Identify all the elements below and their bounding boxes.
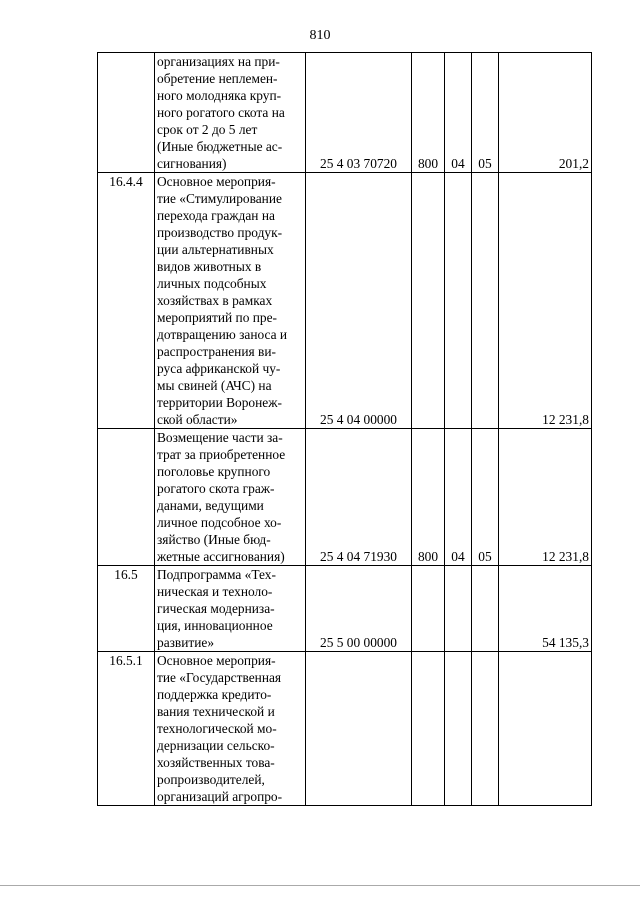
table-row (98, 429, 592, 566)
row-name-line: рогатого скота граж- (157, 481, 275, 496)
row-name-line: Возмещение части за- (157, 430, 283, 445)
row-vr-cell (412, 173, 445, 429)
row-amount-cell: 12 231,8 (499, 173, 592, 429)
row-vr-cell (412, 652, 445, 806)
row-number-cell: 16.5 (98, 566, 155, 652)
row-name-line: хозяйствах в рамках (157, 293, 273, 308)
row-name-line: обретение неплемен- (157, 71, 278, 86)
row-name-line: хозяйственных това- (157, 755, 275, 770)
budget-table (97, 52, 592, 806)
row-number-cell (98, 429, 155, 566)
row-name-line: личных подсобных (157, 276, 267, 291)
row-name-cell (155, 652, 306, 806)
row-pr-cell: 05 (472, 429, 499, 566)
row-pr-cell: 05 (472, 53, 499, 173)
row-name-line: ции альтернативных (157, 242, 274, 257)
row-rz-cell: 04 (445, 53, 472, 173)
row-name-line: мы свиней (АЧС) на (157, 378, 272, 393)
row-name-cell (155, 53, 306, 173)
row-name-line: ного молодняка круп- (157, 88, 282, 103)
row-code-cell: 25 4 04 00000 (306, 173, 412, 429)
row-code-cell: 25 5 00 00000 (306, 566, 412, 652)
row-code-cell: 25 4 04 71930 (306, 429, 412, 566)
row-rz-cell (445, 173, 472, 429)
row-name-line: Основное мероприя- (157, 174, 276, 189)
row-name-line: личное подсобное хо- (157, 515, 282, 530)
page-bottom-edge (0, 885, 640, 886)
row-name-line: производство продук- (157, 225, 283, 240)
row-name-line: ской области» (157, 412, 238, 427)
row-name-line: организациях на при- (157, 54, 280, 69)
row-amount-cell: 54 135,3 (499, 566, 592, 652)
row-amount-cell: 201,2 (499, 53, 592, 173)
row-name-line: поддержка кредито- (157, 687, 272, 702)
page-number: 810 (309, 28, 331, 43)
row-rz-cell (445, 566, 472, 652)
row-name-line: гическая модерниза- (157, 601, 275, 616)
row-name-line: жетные ассигнования) (157, 549, 285, 564)
table-row (98, 173, 592, 429)
row-name-line: (Иные бюджетные ас- (157, 139, 283, 154)
row-name-line: мероприятий по пре- (157, 310, 277, 325)
row-name-line: Основное мероприя- (157, 653, 276, 668)
row-name-cell (155, 566, 306, 652)
row-name-line: ного рогатого скота на (157, 105, 285, 120)
row-vr-cell (412, 566, 445, 652)
row-pr-cell (472, 566, 499, 652)
row-pr-cell (472, 173, 499, 429)
row-name-line: дернизации сельско- (157, 738, 275, 753)
row-code-cell: 25 4 03 70720 (306, 53, 412, 173)
row-number-cell: 16.4.4 (98, 173, 155, 429)
row-name-line: распространения ви- (157, 344, 276, 359)
row-name-line: тие «Стимулирование (157, 191, 282, 206)
row-name-line: ция, инновационное (157, 618, 273, 633)
row-name-line: видов животных в (157, 259, 262, 274)
row-rz-cell (445, 652, 472, 806)
row-vr-cell: 800 (412, 53, 445, 173)
row-amount-cell: 12 231,8 (499, 429, 592, 566)
row-name-line: Подпрограмма «Тех- (157, 567, 276, 582)
row-name-line: технологической мо- (157, 721, 277, 736)
row-rz-cell: 04 (445, 429, 472, 566)
row-name-line: ропроизводителей, (157, 772, 265, 787)
table-row (98, 53, 592, 173)
row-name-line: сигнования) (157, 156, 227, 171)
row-amount-cell (499, 652, 592, 806)
row-name-line: развитие» (157, 635, 215, 650)
row-name-line: зяйство (Иные бюд- (157, 532, 271, 547)
row-name-line: перехода граждан на (157, 208, 275, 223)
table-row (98, 652, 592, 806)
row-name-line: тие «Государственная (157, 670, 282, 685)
row-code-cell (306, 652, 412, 806)
row-name-cell (155, 173, 306, 429)
row-number-cell (98, 53, 155, 173)
table-row (98, 566, 592, 652)
row-name-line: территории Воронеж- (157, 395, 282, 410)
row-vr-cell: 800 (412, 429, 445, 566)
row-name-line: трат за приобретенное (157, 447, 286, 462)
row-name-line: дотвращению заноса и (157, 327, 288, 342)
row-name-line: руса африканской чу- (157, 361, 281, 376)
table-body (98, 53, 592, 806)
row-name-line: поголовье крупного (157, 464, 271, 479)
row-pr-cell (472, 652, 499, 806)
row-name-line: организаций агропро- (157, 789, 283, 804)
row-number-cell: 16.5.1 (98, 652, 155, 806)
row-name-line: вания технической и (157, 704, 275, 719)
row-name-cell (155, 429, 306, 566)
row-name-line: ническая и техноло- (157, 584, 273, 599)
row-name-line: срок от 2 до 5 лет (157, 122, 258, 137)
row-name-line: данами, ведущими (157, 498, 264, 513)
